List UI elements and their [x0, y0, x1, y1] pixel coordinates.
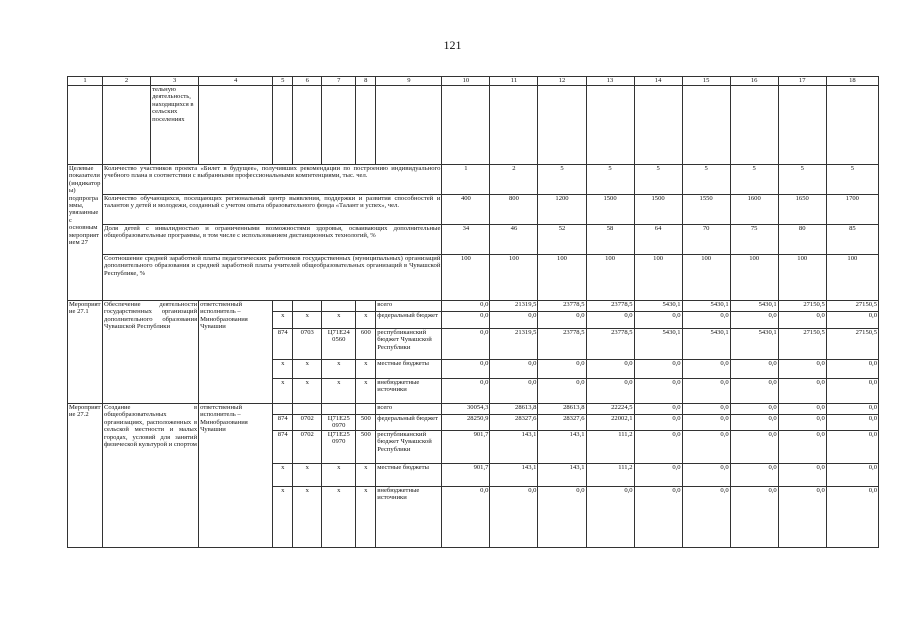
funding-source: федеральный бюджет	[376, 312, 442, 329]
continuation-row	[68, 86, 879, 165]
indicator-value: 75	[730, 225, 778, 255]
indicator-value: 52	[538, 225, 586, 255]
funding-value: 0,0	[778, 415, 826, 431]
funding-value: 0,0	[682, 379, 730, 404]
funding-value: 0,0	[730, 463, 778, 486]
funding-source: федеральный бюджет	[376, 415, 442, 431]
column-number: 6	[293, 77, 322, 86]
funding-value: 28327,6	[538, 415, 586, 431]
event-label: Мероприятие 27.1	[68, 301, 103, 404]
funding-value: 27150,5	[826, 301, 878, 312]
event-name: Создание в общеобразовательных организациях, расположенных в сельской местности и малых городах, условий для занятий физической культурой и спортом	[103, 404, 199, 548]
column-number: 3	[151, 77, 199, 86]
target-code: Ц71Е24 0560	[322, 329, 356, 360]
funding-value: 0,0	[778, 430, 826, 463]
funding-value: 0,0	[826, 463, 878, 486]
indicator-value: 58	[586, 225, 634, 255]
funding-value: 0,0	[634, 486, 682, 547]
funding-value: 143,1	[490, 430, 538, 463]
indicator-value: 5	[682, 165, 730, 195]
table-cell	[103, 86, 151, 165]
indicator-value: 64	[634, 225, 682, 255]
funding-source: внебюджетные источники	[376, 379, 442, 404]
funding-value: 0,0	[538, 360, 586, 379]
indicator-value: 100	[634, 255, 682, 301]
funding-value: 0,0	[826, 430, 878, 463]
indicator-value: 100	[826, 255, 878, 301]
funding-value: 23778,5	[538, 329, 586, 360]
indicator-value: 400	[442, 195, 490, 225]
funding-value: 0,0	[442, 301, 490, 312]
expense-code: х	[356, 312, 376, 329]
funding-value: 0,0	[778, 379, 826, 404]
funding-value: 0,0	[826, 312, 878, 329]
indicator-value: 70	[682, 225, 730, 255]
funding-value: 0,0	[826, 360, 878, 379]
funding-value: 0,0	[634, 463, 682, 486]
indicator-text: Доля детей с инвалидностью и ограниченными возможностями здоровья, осваивающих дополнительные общеобразовательные программы, в том числе с использованием дистанционных технологий, %	[103, 225, 442, 255]
funding-value: 0,0	[778, 486, 826, 547]
table-cell	[682, 86, 730, 165]
budget-row	[68, 301, 879, 312]
funding-value: 143,1	[538, 430, 586, 463]
grbs-code: х	[273, 379, 293, 404]
column-number: 12	[538, 77, 586, 86]
indicator-row	[68, 165, 879, 195]
indicator-value: 1	[442, 165, 490, 195]
funding-value: 0,0	[490, 379, 538, 404]
funding-value: 0,0	[634, 379, 682, 404]
funding-value: 28250,9	[442, 415, 490, 431]
expense-code: х	[356, 379, 376, 404]
funding-value: 0,0	[586, 312, 634, 329]
column-number: 5	[273, 77, 293, 86]
column-number: 2	[103, 77, 151, 86]
section-code: х	[293, 463, 322, 486]
table-cell	[538, 86, 586, 165]
funding-value: 0,0	[634, 312, 682, 329]
funding-value: 23778,5	[586, 301, 634, 312]
funding-value: 5430,1	[730, 301, 778, 312]
funding-value: 0,0	[586, 486, 634, 547]
table-cell	[356, 86, 376, 165]
funding-value: 30054,3	[442, 404, 490, 415]
funding-value: 0,0	[682, 312, 730, 329]
indicator-value: 1500	[586, 195, 634, 225]
funding-value: 21319,5	[490, 301, 538, 312]
funding-value: 22002,1	[586, 415, 634, 431]
indicator-value: 80	[778, 225, 826, 255]
funding-source: республиканский бюджет Чувашской Республики	[376, 329, 442, 360]
column-number: 7	[322, 77, 356, 86]
funding-value: 22224,5	[586, 404, 634, 415]
funding-value: 0,0	[538, 312, 586, 329]
table-cell	[442, 86, 490, 165]
target-code: х	[322, 463, 356, 486]
event-executor: ответственный исполнитель – Минобразования Чувашии	[199, 404, 273, 548]
expense-code: х	[356, 463, 376, 486]
column-number: 14	[634, 77, 682, 86]
column-number: 13	[586, 77, 634, 86]
section-code: 0702	[293, 430, 322, 463]
indicator-value: 100	[586, 255, 634, 301]
section-code: 0702	[293, 415, 322, 431]
indicator-value: 1200	[538, 195, 586, 225]
indicator-value: 100	[442, 255, 490, 301]
indicator-value: 100	[538, 255, 586, 301]
indicator-row	[68, 225, 879, 255]
indicator-value: 1600	[730, 195, 778, 225]
target-code: х	[322, 486, 356, 547]
funding-value: 0,0	[778, 312, 826, 329]
funding-value: 0,0	[730, 360, 778, 379]
funding-value: 28613,8	[538, 404, 586, 415]
column-number: 9	[376, 77, 442, 86]
page-number: 121	[443, 38, 462, 52]
target-code: Ц71Е25 0970	[322, 430, 356, 463]
funding-source: внебюджетные источники	[376, 486, 442, 547]
column-number: 16	[730, 77, 778, 86]
funding-value: 143,1	[490, 463, 538, 486]
column-number: 1	[68, 77, 103, 86]
funding-value: 0,0	[682, 486, 730, 547]
funding-value: 0,0	[442, 486, 490, 547]
table-cell	[322, 86, 356, 165]
target-code: х	[322, 379, 356, 404]
section-code: х	[293, 360, 322, 379]
grbs-code: 874	[273, 415, 293, 431]
funding-value: 23778,5	[586, 329, 634, 360]
event-label: Мероприятие 27.2	[68, 404, 103, 548]
expense-code: 600	[356, 329, 376, 360]
column-number: 17	[778, 77, 826, 86]
funding-value: 0,0	[682, 404, 730, 415]
indicator-text: Количество обучающихся, посещающих региональный центр выявления, поддержки и развития способностей и талантов у детей и молодежи, созданный с учетом опыта образовательного фонда «Талант и успех», чел.	[103, 195, 442, 225]
funding-value: 28613,8	[490, 404, 538, 415]
indicator-row	[68, 255, 879, 301]
funding-value: 5430,1	[634, 329, 682, 360]
funding-value: 0,0	[586, 379, 634, 404]
column-number: 10	[442, 77, 490, 86]
funding-value: 0,0	[730, 404, 778, 415]
header-row	[68, 77, 879, 86]
funding-value: 21319,5	[490, 329, 538, 360]
target-code: Ц71Е25 0970	[322, 415, 356, 431]
indicator-row	[68, 195, 879, 225]
funding-value: 111,2	[586, 463, 634, 486]
indicator-value: 5	[778, 165, 826, 195]
target-code	[322, 404, 356, 415]
funding-value: 143,1	[538, 463, 586, 486]
funding-value: 0,0	[730, 430, 778, 463]
indicator-text: Количество участников проекта «Билет в будущее», получивших рекомендации по построению индивидуального учебного плана в соответствии с выбранными профессиональными компетенциями, тыс. чел.	[103, 165, 442, 195]
table-cell	[293, 86, 322, 165]
funding-value: 27150,5	[826, 329, 878, 360]
grbs-code: х	[273, 360, 293, 379]
funding-value: 27150,5	[778, 329, 826, 360]
funding-value: 28327,6	[490, 415, 538, 431]
funding-value: 0,0	[634, 415, 682, 431]
funding-value: 0,0	[490, 486, 538, 547]
indicator-value: 34	[442, 225, 490, 255]
funding-source: республиканский бюджет Чувашской Республики	[376, 430, 442, 463]
grbs-code	[273, 404, 293, 415]
table-cell	[376, 86, 442, 165]
funding-source: всего	[376, 301, 442, 312]
table-cell	[273, 86, 293, 165]
funding-value: 0,0	[538, 379, 586, 404]
grbs-code: 874	[273, 430, 293, 463]
table-cell	[730, 86, 778, 165]
column-number: 4	[199, 77, 273, 86]
indicator-value: 5	[826, 165, 878, 195]
section-code	[293, 404, 322, 415]
expense-code: 500	[356, 415, 376, 431]
funding-source: местные бюджеты	[376, 463, 442, 486]
indicator-value: 1700	[826, 195, 878, 225]
target-code	[322, 301, 356, 312]
funding-value: 0,0	[730, 312, 778, 329]
funding-value: 0,0	[682, 430, 730, 463]
grbs-code: х	[273, 486, 293, 547]
table-cell	[586, 86, 634, 165]
column-number: 18	[826, 77, 878, 86]
funding-value: 0,0	[730, 486, 778, 547]
funding-value: 0,0	[682, 463, 730, 486]
section-code: х	[293, 486, 322, 547]
funding-value: 0,0	[442, 312, 490, 329]
funding-value: 23778,5	[538, 301, 586, 312]
expense-code: 500	[356, 430, 376, 463]
funding-value: 0,0	[826, 415, 878, 431]
indicator-value: 1550	[682, 195, 730, 225]
funding-value: 901,7	[442, 463, 490, 486]
expense-code	[356, 301, 376, 312]
funding-value: 111,2	[586, 430, 634, 463]
funding-value: 0,0	[634, 430, 682, 463]
indicator-value: 1500	[634, 195, 682, 225]
funding-value: 0,0	[442, 379, 490, 404]
expense-code	[356, 404, 376, 415]
funding-value: 0,0	[442, 360, 490, 379]
funding-value: 0,0	[778, 360, 826, 379]
funding-value: 0,0	[634, 360, 682, 379]
indicator-value: 85	[826, 225, 878, 255]
funding-value: 0,0	[586, 360, 634, 379]
budget-row	[68, 404, 879, 415]
table-cell	[490, 86, 538, 165]
expense-code: х	[356, 360, 376, 379]
indicator-value: 100	[682, 255, 730, 301]
indicator-value: 5	[586, 165, 634, 195]
table-cell	[826, 86, 878, 165]
funding-value: 0,0	[442, 329, 490, 360]
section-code: 0703	[293, 329, 322, 360]
funding-value: 0,0	[778, 404, 826, 415]
funding-value: 27150,5	[778, 301, 826, 312]
funding-value: 5430,1	[634, 301, 682, 312]
funding-value: 901,7	[442, 430, 490, 463]
table-cell	[68, 86, 103, 165]
funding-value: 5430,1	[682, 301, 730, 312]
funding-value: 0,0	[778, 463, 826, 486]
column-number: 8	[356, 77, 376, 86]
expense-code: х	[356, 486, 376, 547]
targets-label: Целевые показатели (индикаторы) подпрограммы, увязанные с основным мероприятием 27	[68, 165, 103, 301]
funding-value: 0,0	[490, 360, 538, 379]
indicator-text: Соотношение средней заработной платы педагогических работников государственных (муниципальных) организаций дополнительного образования и средней заработной платы учителей общеобразовательных организаций в Чувашской Республике, %	[103, 255, 442, 301]
indicator-value: 46	[490, 225, 538, 255]
funding-source: всего	[376, 404, 442, 415]
funding-value: 5430,1	[730, 329, 778, 360]
grbs-code	[273, 301, 293, 312]
funding-value: 0,0	[730, 415, 778, 431]
grbs-code: 874	[273, 329, 293, 360]
funding-value: 0,0	[826, 379, 878, 404]
event-name: Обеспечение деятельности государственных организаций дополнительного образования Чувашской Республики	[103, 301, 199, 404]
indicator-value: 800	[490, 195, 538, 225]
table-cell	[778, 86, 826, 165]
budget-table	[67, 76, 879, 548]
event-executor: ответственный исполнитель – Минобразования Чувашии	[199, 301, 273, 404]
funding-value: 0,0	[682, 415, 730, 431]
column-number: 15	[682, 77, 730, 86]
grbs-code: х	[273, 463, 293, 486]
target-code: х	[322, 312, 356, 329]
indicator-value: 2	[490, 165, 538, 195]
section-code	[293, 301, 322, 312]
funding-value: 0,0	[826, 404, 878, 415]
funding-value: 5430,1	[682, 329, 730, 360]
table-cell	[199, 86, 273, 165]
target-code: х	[322, 360, 356, 379]
funding-value: 0,0	[490, 312, 538, 329]
section-code: х	[293, 379, 322, 404]
indicator-value: 5	[634, 165, 682, 195]
funding-source: местные бюджеты	[376, 360, 442, 379]
indicator-value: 1650	[778, 195, 826, 225]
indicator-value: 5	[538, 165, 586, 195]
grbs-code: х	[273, 312, 293, 329]
funding-value: 0,0	[538, 486, 586, 547]
indicator-value: 5	[730, 165, 778, 195]
section-code: х	[293, 312, 322, 329]
continued-text: тельную деятельность, находящихся в сельских поселениях	[151, 86, 199, 165]
funding-value: 0,0	[730, 379, 778, 404]
funding-value: 0,0	[634, 404, 682, 415]
funding-value: 0,0	[682, 360, 730, 379]
indicator-value: 100	[490, 255, 538, 301]
indicator-value: 100	[778, 255, 826, 301]
indicator-value: 100	[730, 255, 778, 301]
column-number: 11	[490, 77, 538, 86]
funding-value: 0,0	[826, 486, 878, 547]
table-cell	[634, 86, 682, 165]
